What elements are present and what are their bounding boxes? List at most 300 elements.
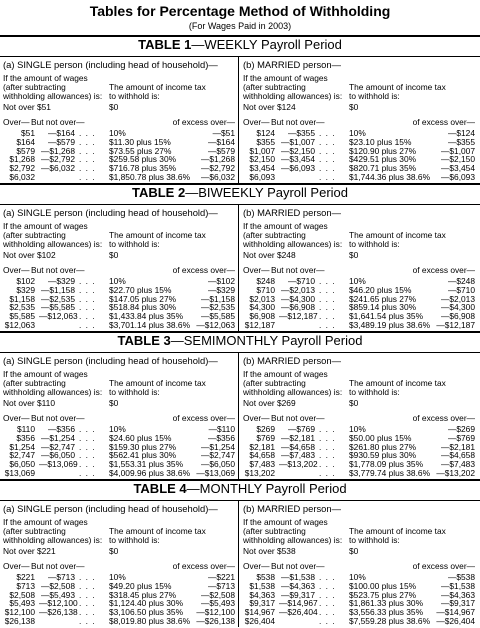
tax-amount: $1,641.54 plus 35%	[349, 311, 424, 322]
bracket-rows	[3, 277, 235, 330]
tax-label: The amount of income tax to withhold is:	[349, 230, 446, 249]
over-value: $269	[256, 424, 275, 434]
tax-amount: $23.10 plus 15%	[349, 136, 412, 147]
but-not-over-value: —$1,158	[41, 284, 75, 295]
excess-over-value: —$2,181	[441, 441, 475, 452]
not-over-threshold: Not over $221	[3, 546, 56, 556]
not-over-amount: $0	[109, 250, 119, 260]
over-value: $13,202	[244, 467, 275, 478]
dot-leader: . . .	[319, 607, 336, 618]
dot-leader: . . .	[319, 293, 336, 304]
but-not-over-value: —$6,050	[41, 450, 75, 461]
over-value: $26,138	[4, 615, 35, 626]
excess-over-value: —$26,138	[196, 615, 235, 626]
table-section-2	[0, 183, 480, 331]
over-value: $3,454	[249, 163, 275, 174]
married-heading: (b) MARRIED person—	[243, 355, 341, 366]
over-value: $124	[256, 128, 275, 138]
but-not-over-header: But not over—	[271, 561, 325, 571]
excess-over-value: —$4,658	[441, 450, 475, 461]
married-person-table	[243, 60, 475, 182]
tax-amount: $518.84 plus 30%	[109, 302, 177, 313]
but-not-over-header: But not over—	[31, 413, 85, 423]
over-value: $12,187	[244, 319, 275, 330]
over-value: $713	[16, 580, 35, 591]
bracket-rows	[243, 573, 475, 626]
tax-amount: $3,779.74 plus 38.6%	[349, 467, 431, 478]
excess-over-value: —$12,187	[436, 319, 475, 330]
dot-leader: . . .	[79, 432, 96, 443]
dot-leader: . . .	[319, 311, 336, 322]
over-value: $2,792	[9, 163, 35, 174]
table-period: —SEMIMONTHLY Payroll Period	[170, 333, 363, 348]
excess-over-value: —$12,100	[196, 607, 235, 618]
dot-leader: . . .	[319, 284, 336, 295]
column-headers	[3, 118, 235, 127]
excess-over-value: —$4,363	[441, 589, 475, 600]
dot-leader: . . .	[79, 467, 96, 478]
married-person-table	[243, 208, 475, 330]
but-not-over-value: —$2,535	[41, 293, 75, 304]
over-value: $710	[256, 284, 275, 295]
but-not-over-value: —$356	[47, 424, 75, 434]
dot-leader: . . .	[79, 311, 96, 322]
over-value: $2,013	[249, 293, 275, 304]
tax-amount: 10%	[109, 572, 126, 582]
tax-amount: $11.30 plus 15%	[109, 136, 171, 147]
tax-label: The amount of income tax to withhold is:	[109, 526, 206, 545]
over-value: $7,483	[249, 459, 275, 470]
over-value: $13,069	[4, 467, 35, 478]
over-value: $9,317	[249, 598, 275, 609]
tax-amount: $8,019.80 plus 38.6%	[109, 615, 191, 626]
column-headers	[3, 414, 235, 423]
but-not-over-value: —$9,317	[281, 589, 315, 600]
not-over-amount: $0	[109, 102, 119, 112]
tax-label: The amount of income tax to withhold is:	[349, 526, 446, 545]
dot-leader: . . .	[79, 163, 96, 174]
over-value: $102	[16, 276, 35, 286]
not-over-amount: $0	[109, 546, 119, 556]
excess-over-value: —$26,404	[436, 615, 475, 626]
excess-over-header: of excess over—	[412, 117, 475, 127]
tax-label: The amount of income tax to withhold is:	[349, 82, 446, 101]
bracket-rows	[243, 425, 475, 478]
excess-over-value: —$110	[208, 424, 235, 434]
tax-label: The amount of income tax to withhold is:	[349, 378, 446, 397]
tax-amount: 10%	[349, 424, 366, 434]
over-value: $6,908	[249, 311, 275, 322]
but-not-over-value: —$4,300	[281, 293, 315, 304]
table-period: —MONTHLY Payroll Period	[186, 481, 347, 496]
excess-over-value: —$14,967	[436, 607, 475, 618]
table-row	[3, 469, 235, 478]
married-heading: (b) MARRIED person—	[243, 59, 341, 70]
excess-over-value: —$51	[212, 128, 235, 138]
tax-amount: $318.45 plus 27%	[109, 589, 177, 600]
over-value: $14,967	[244, 607, 275, 618]
excess-over-header: of excess over—	[172, 265, 235, 275]
column-headers	[3, 562, 235, 571]
tax-amount: $930.59 plus 30%	[349, 450, 417, 461]
over-value: $248	[256, 276, 275, 286]
tax-amount: $1,778.09 plus 35%	[349, 459, 424, 470]
table-row	[3, 173, 235, 182]
dot-leader: . . .	[319, 615, 336, 626]
but-not-over-header: But not over—	[31, 561, 85, 571]
dot-leader: . . .	[319, 276, 336, 286]
excess-over-value: —$248	[447, 276, 475, 286]
but-not-over-value: —$2,508	[41, 580, 75, 591]
single-person-table	[3, 60, 235, 182]
tax-amount: $1,433.84 plus 35%	[109, 311, 184, 322]
dot-leader: . . .	[79, 319, 96, 330]
excess-over-value: —$2,535	[201, 302, 235, 313]
dot-leader: . . .	[319, 424, 336, 434]
dot-leader: . . .	[79, 154, 96, 165]
dot-leader: . . .	[79, 145, 96, 156]
excess-over-value: —$13,202	[436, 467, 475, 478]
column-divider	[238, 352, 239, 479]
excess-over-value: —$1,538	[441, 580, 475, 591]
excess-over-value: —$5,585	[201, 311, 235, 322]
but-not-over-value: —$2,181	[281, 432, 315, 443]
table-section-1	[0, 35, 480, 183]
tax-amount: $1,553.31 plus 35%	[109, 459, 184, 470]
single-person-table	[3, 356, 235, 478]
but-not-over-value: —$5,585	[41, 302, 75, 313]
over-value: $51	[21, 128, 35, 138]
excess-over-value: —$7,483	[441, 459, 475, 470]
table-row	[243, 617, 475, 626]
bracket-rows	[243, 277, 475, 330]
column-divider	[238, 500, 239, 627]
excess-over-value: —$1,158	[201, 293, 235, 304]
single-heading: (a) SINGLE person (including head of household)—	[3, 59, 218, 70]
bracket-rows	[3, 573, 235, 626]
but-not-over-value: —$2,013	[281, 284, 315, 295]
dot-leader: . . .	[319, 128, 336, 138]
tax-amount: 10%	[109, 424, 126, 434]
tax-amount: $49.20 plus 15%	[109, 580, 172, 591]
tax-amount: $261.80 plus 27%	[349, 441, 417, 452]
table-row	[243, 173, 475, 182]
tax-label: The amount of income tax to withhold is:	[109, 82, 206, 101]
dot-leader: . . .	[319, 580, 336, 591]
but-not-over-value: —$1,007	[281, 136, 315, 147]
over-value: $6,093	[249, 171, 275, 182]
excess-over-header: of excess over—	[412, 413, 475, 423]
but-not-over-value: —$1,268	[41, 145, 75, 156]
over-value: $5,585	[9, 311, 35, 322]
over-value: $26,404	[244, 615, 275, 626]
over-value: $12,100	[4, 607, 35, 618]
dot-leader: . . .	[319, 459, 336, 470]
tax-amount: 10%	[349, 276, 366, 286]
excess-over-header: of excess over—	[412, 265, 475, 275]
over-value: $355	[256, 136, 275, 147]
but-not-over-value: —$710	[287, 276, 315, 286]
wages-label: If the amount of wages (after subtracting withholding allowances) is:	[243, 369, 343, 397]
over-value: $6,032	[9, 171, 35, 182]
not-over-amount: $0	[109, 398, 119, 408]
tax-amount: $7,559.28 plus 38.6%	[349, 615, 431, 626]
over-header: Over—	[243, 561, 270, 571]
table-title	[0, 481, 480, 496]
tax-amount: $820.71 plus 35%	[349, 163, 417, 174]
but-not-over-value: —$6,093	[281, 163, 315, 174]
dot-leader: . . .	[79, 441, 96, 452]
over-value: $579	[16, 145, 35, 156]
dot-leader: . . .	[319, 450, 336, 461]
over-value: $110	[16, 424, 35, 434]
over-value: $4,363	[249, 589, 275, 600]
dot-leader: . . .	[79, 615, 96, 626]
excess-over-value: —$356	[207, 432, 235, 443]
over-header: Over—	[3, 117, 30, 127]
tax-amount: $22.70 plus 15%	[109, 284, 172, 295]
but-not-over-value: —$12,063	[39, 311, 78, 322]
dot-leader: . . .	[79, 607, 96, 618]
table-period: —BIWEEKLY Payroll Period	[185, 185, 349, 200]
dot-leader: . . .	[79, 572, 96, 582]
section-title-rule	[0, 500, 480, 501]
but-not-over-value: —$12,100	[39, 598, 78, 609]
dot-leader: . . .	[79, 293, 96, 304]
tax-amount: $429.51 plus 30%	[349, 154, 417, 165]
married-person-table	[243, 504, 475, 626]
not-over-amount: $0	[349, 546, 359, 556]
not-over-amount: $0	[349, 250, 359, 260]
married-person-table	[243, 356, 475, 478]
dot-leader: . . .	[319, 163, 336, 174]
wages-label: If the amount of wages (after subtracting withholding allowances) is:	[243, 73, 343, 101]
dot-leader: . . .	[319, 572, 336, 582]
not-over-threshold: Not over $102	[3, 250, 56, 260]
over-value: $5,493	[9, 598, 35, 609]
tax-amount: $3,556.33 plus 35%	[349, 607, 424, 618]
over-value: $4,658	[249, 450, 275, 461]
tax-label: The amount of income tax to withhold is:	[109, 378, 206, 397]
over-value: $4,300	[249, 302, 275, 313]
excess-over-value: —$2,150	[441, 154, 475, 165]
table-number: TABLE 4	[133, 481, 187, 496]
excess-over-value: —$329	[207, 284, 235, 295]
table-number: TABLE 1	[138, 37, 192, 52]
table-row	[3, 617, 235, 626]
excess-over-header: of excess over—	[172, 561, 235, 571]
tax-label: The amount of income tax to withhold is:	[109, 230, 206, 249]
tax-amount: $1,124.40 plus 30%	[109, 598, 184, 609]
dot-leader: . . .	[79, 136, 96, 147]
over-value: $538	[256, 572, 275, 582]
table-number: TABLE 2	[131, 185, 186, 200]
column-headers	[243, 562, 475, 571]
but-not-over-header: But not over—	[271, 265, 325, 275]
over-value: $1,268	[9, 154, 35, 165]
wages-label: If the amount of wages (after subtracting withholding allowances) is:	[3, 73, 103, 101]
dot-leader: . . .	[319, 598, 336, 609]
section-title-rule	[0, 352, 480, 353]
over-value: $164	[16, 136, 35, 147]
table-period: —WEEKLY Payroll Period	[191, 37, 342, 52]
dot-leader: . . .	[79, 276, 96, 286]
dot-leader: . . .	[79, 459, 96, 470]
dot-leader: . . .	[79, 284, 96, 295]
excess-over-header: of excess over—	[172, 117, 235, 127]
but-not-over-value: —$6,032	[41, 163, 75, 174]
over-header: Over—	[3, 561, 30, 571]
excess-over-header: of excess over—	[412, 561, 475, 571]
but-not-over-value: —$6,908	[281, 302, 315, 313]
over-value: $2,181	[249, 441, 275, 452]
but-not-over-value: —$1,254	[41, 432, 75, 443]
excess-over-header: of excess over—	[172, 413, 235, 423]
over-value: $329	[16, 284, 35, 295]
over-header: Over—	[243, 265, 270, 275]
bracket-rows	[243, 129, 475, 182]
over-value: $1,538	[249, 580, 275, 591]
table-section-3	[0, 331, 480, 479]
page-subtitle: (For Wages Paid in 2003)	[188, 21, 292, 31]
tax-amount: $3,701.14 plus 38.6%	[109, 319, 191, 330]
tax-amount: $120.90 plus 27%	[349, 145, 417, 156]
single-heading: (a) SINGLE person (including head of household)—	[3, 207, 218, 218]
wages-label: If the amount of wages (after subtracting withholding allowances) is:	[243, 221, 343, 249]
table-section-4	[0, 479, 480, 627]
but-not-over-value: —$7,483	[281, 450, 315, 461]
column-headers	[243, 118, 475, 127]
excess-over-value: —$3,454	[441, 163, 475, 174]
wages-label: If the amount of wages (after subtracting withholding allowances) is:	[243, 517, 343, 545]
not-over-threshold: Not over $110	[3, 398, 55, 408]
tax-amount: $3,489.19 plus 38.6%	[349, 319, 431, 330]
dot-leader: . . .	[79, 302, 96, 313]
over-value: $356	[16, 432, 35, 443]
tax-amount: $100.00 plus 15%	[349, 580, 417, 591]
tax-amount: $1,861.33 plus 30%	[349, 598, 424, 609]
excess-over-value: —$6,050	[201, 459, 235, 470]
excess-over-value: —$1,007	[441, 145, 475, 156]
tax-amount: $159.30 plus 27%	[109, 441, 177, 452]
excess-over-value: —$164	[207, 136, 235, 147]
but-not-over-value: —$26,138	[39, 607, 78, 618]
over-value: $221	[16, 572, 35, 582]
dot-leader: . . .	[79, 450, 96, 461]
column-headers	[243, 414, 475, 423]
but-not-over-value: —$4,363	[281, 580, 315, 591]
excess-over-value: —$2,013	[441, 293, 475, 304]
but-not-over-value: —$13,202	[279, 459, 318, 470]
tax-amount: $147.05 plus 27%	[109, 293, 177, 304]
over-header: Over—	[3, 413, 30, 423]
over-value: $1,158	[9, 293, 35, 304]
dot-leader: . . .	[319, 171, 336, 182]
married-heading: (b) MARRIED person—	[243, 207, 341, 218]
over-header: Over—	[243, 413, 270, 423]
tax-amount: $4,009.96 plus 38.6%	[109, 467, 191, 478]
not-over-threshold: Not over $269	[243, 398, 296, 408]
column-headers	[3, 266, 235, 275]
tax-amount: $3,106.50 plus 35%	[109, 607, 184, 618]
tax-amount: $50.00 plus 15%	[349, 432, 412, 443]
section-title-rule	[0, 204, 480, 205]
section-title-rule	[0, 56, 480, 57]
table-row	[243, 469, 475, 478]
excess-over-value: —$12,063	[196, 319, 235, 330]
single-heading: (a) SINGLE person (including head of household)—	[3, 503, 218, 514]
over-value: $2,535	[9, 302, 35, 313]
but-not-over-value: —$2,792	[41, 154, 75, 165]
page-title: Tables for Percentage Method of Withholding	[89, 3, 391, 19]
but-not-over-header: But not over—	[271, 413, 325, 423]
excess-over-value: —$710	[447, 284, 475, 295]
dot-leader: . . .	[319, 467, 336, 478]
over-value: $2,150	[249, 154, 275, 165]
but-not-over-value: —$14,967	[279, 598, 318, 609]
but-not-over-value: —$2,150	[281, 145, 315, 156]
tax-amount: 10%	[349, 128, 366, 138]
excess-over-value: —$769	[447, 432, 475, 443]
tax-amount: $73.55 plus 27%	[109, 145, 172, 156]
excess-over-value: —$6,908	[441, 311, 475, 322]
but-not-over-value: —$5,493	[41, 589, 75, 600]
tax-amount: $24.60 plus 15%	[109, 432, 172, 443]
tax-amount: 10%	[109, 276, 126, 286]
table-title	[0, 37, 480, 52]
tax-amount: $562.41 plus 30%	[109, 450, 177, 461]
excess-over-value: —$713	[207, 580, 235, 591]
but-not-over-value: —$355	[287, 128, 315, 138]
excess-over-value: —$355	[447, 136, 475, 147]
tax-amount: $1,744.36 plus 38.6%	[349, 171, 431, 182]
excess-over-value: —$538	[447, 572, 475, 582]
not-over-amount: $0	[349, 398, 359, 408]
dot-leader: . . .	[79, 580, 96, 591]
excess-over-value: —$2,747	[201, 450, 235, 461]
single-heading: (a) SINGLE person (including head of household)—	[3, 355, 218, 366]
excess-over-value: —$1,268	[201, 154, 235, 165]
excess-over-value: —$2,508	[201, 589, 235, 600]
but-not-over-header: But not over—	[31, 265, 85, 275]
dot-leader: . . .	[319, 145, 336, 156]
but-not-over-value: —$26,404	[279, 607, 318, 618]
dot-leader: . . .	[319, 441, 336, 452]
but-not-over-value: —$713	[47, 572, 75, 582]
excess-over-value: —$269	[447, 424, 475, 434]
dot-leader: . . .	[319, 589, 336, 600]
but-not-over-value: —$2,747	[41, 441, 75, 452]
over-value: $2,508	[9, 589, 35, 600]
dot-leader: . . .	[319, 432, 336, 443]
tax-amount: 10%	[109, 128, 126, 138]
dot-leader: . . .	[79, 424, 96, 434]
over-value: $769	[256, 432, 275, 443]
tax-amount: $46.20 plus 15%	[349, 284, 412, 295]
tax-amount: $259.58 plus 30%	[109, 154, 177, 165]
tax-amount: $523.75 plus 27%	[349, 589, 417, 600]
but-not-over-value: —$329	[47, 276, 75, 286]
excess-over-value: —$4,300	[441, 302, 475, 313]
excess-over-value: —$13,069	[196, 467, 235, 478]
dot-leader: . . .	[79, 128, 96, 138]
but-not-over-value: —$3,454	[281, 154, 315, 165]
over-value: $1,007	[249, 145, 275, 156]
dot-leader: . . .	[79, 589, 96, 600]
but-not-over-value: —$164	[47, 128, 75, 138]
not-over-amount: $0	[349, 102, 359, 112]
over-value: $6,050	[9, 459, 35, 470]
